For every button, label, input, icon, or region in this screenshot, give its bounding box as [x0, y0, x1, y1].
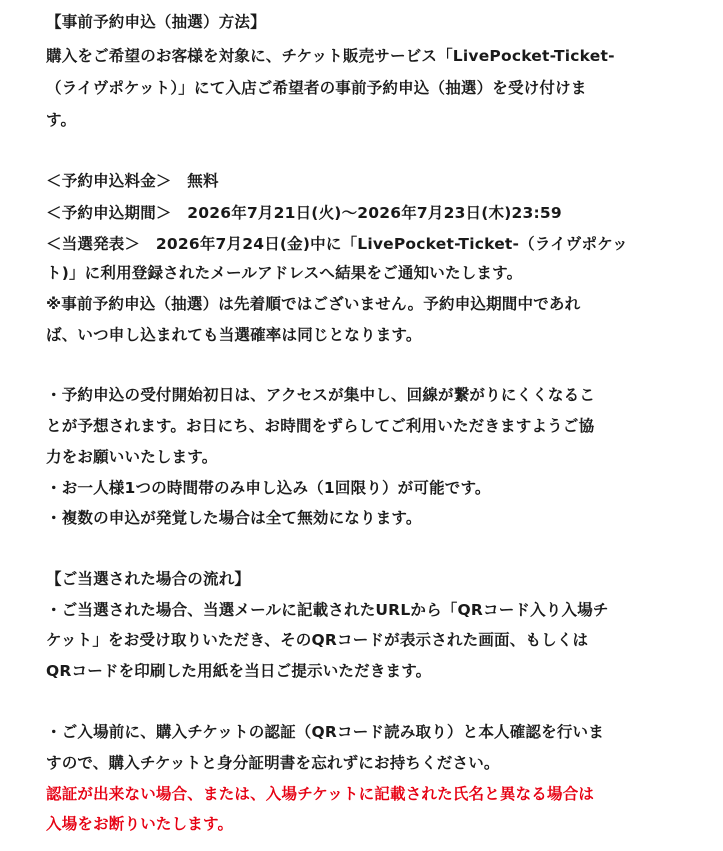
bullet-line: QRコードを印刷した用紙を当日ご提示いただきます。 [46, 662, 432, 680]
bullet-line: ・お一人様1つの時間帯のみ申し込み（1回限り）が可能です。 [46, 479, 491, 497]
warning-line: 認証が出来ない場合、または、入場チケットに記載された氏名と異なる場合は [46, 785, 595, 803]
period-line: ＜予約申込期間＞ 2026年7月21日(火)〜2026年7月23日(木)23:59 [46, 204, 562, 222]
paragraph-line: （ライヴポケット）」にて入店ご希望者の事前予約申込（抽選）を受け付けま [46, 79, 587, 97]
bullet-line: 力をお願いいたします。 [46, 448, 218, 466]
bullet-line: ケット」をお受け取りいただき、そのQRコードが表示された画面、もしくは [46, 631, 589, 649]
note-line: ※事前予約申込（抽選）は先着順ではございません。予約申込期間中であれ [46, 295, 581, 313]
warning-line: 入場をお断りいたします。 [46, 815, 234, 833]
bullet-line: とが予想されます。お日にち、お時間をずらしてご利用いただきますようご協 [46, 417, 595, 435]
paragraph-line: す。 [46, 111, 77, 129]
paragraph-line: 購入をご希望のお客様を対象に、チケット販売サービス「LivePocket-Ticket- [46, 47, 615, 65]
bullet-line: ・ご入場前に、購入チケットの認証（QRコード読み取り）と本人確認を行いま [46, 723, 604, 741]
bullet-line: すので、購入チケットと身分証明書を忘れずにお持ちください。 [46, 754, 500, 772]
section-heading-lottery-method: 【事前予約申込（抽選）方法】 [46, 13, 266, 31]
bullet-line: ・複数の申込が発覚した場合は全て無効になります。 [46, 509, 422, 527]
fee-line: ＜予約申込料金＞ 無料 [46, 172, 219, 190]
bullet-line: ・予約申込の受付開始初日は、アクセスが集中し、回線が繋がりにくくなるこ [46, 386, 596, 404]
announcement-line: ＜当選発表＞ 2026年7月24日(金)中に「LivePocket-Ticket-（ライヴポケッ [46, 235, 628, 253]
bullet-line: ・ご当選された場合、当選メールに記載されたURLから「QRコード入り入場チ [46, 601, 609, 619]
note-line: ば、いつ申し込まれても当選確率は同じとなります。 [46, 326, 422, 344]
section-heading-winning-flow: 【ご当選された場合の流れ】 [46, 570, 251, 588]
announcement-line: ト)」に利用登録されたメールアドレスへ結果をご通知いたします。 [46, 264, 523, 282]
